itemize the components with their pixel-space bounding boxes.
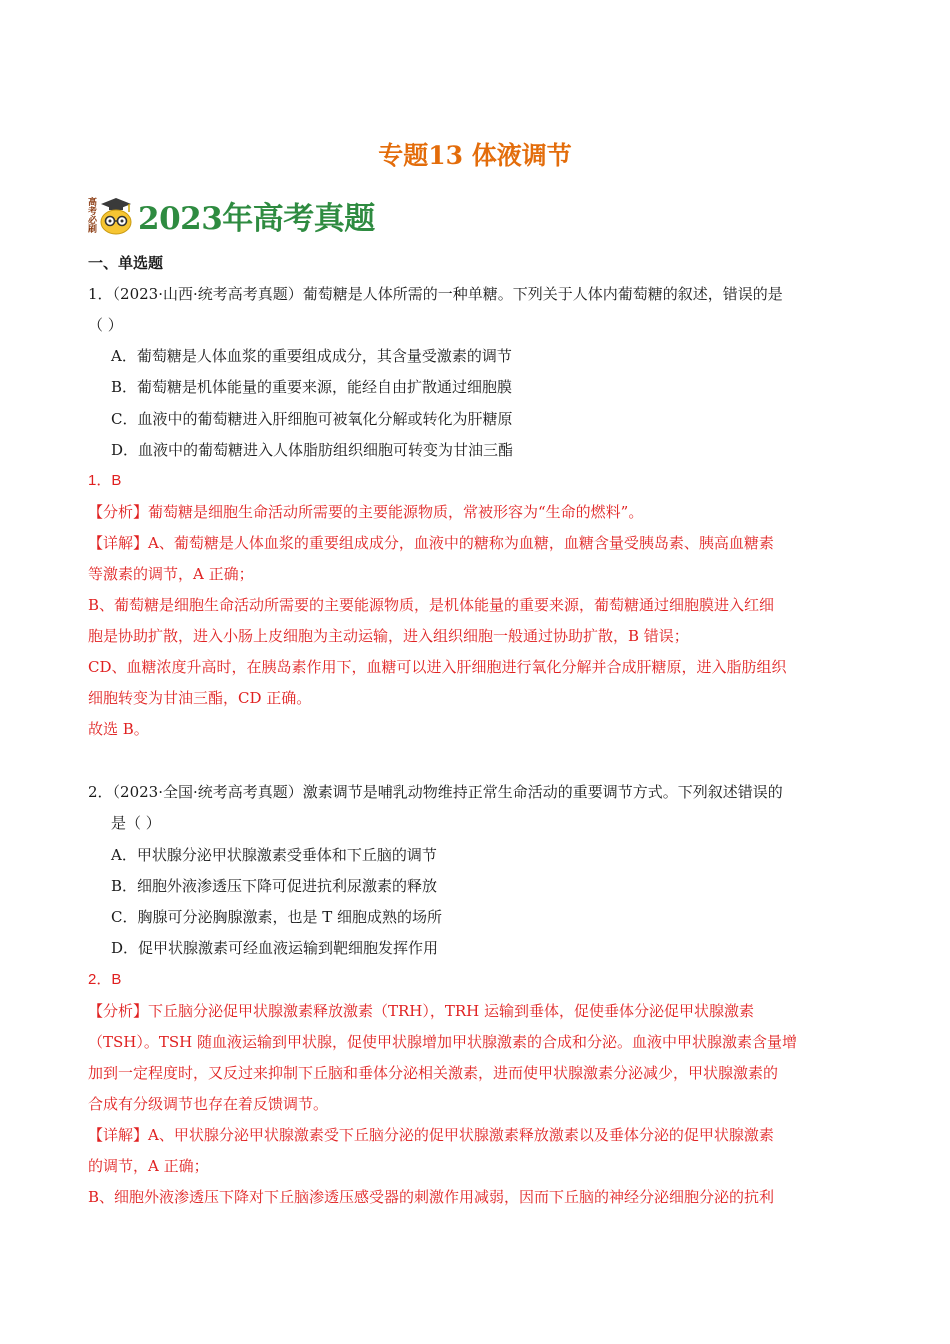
question-2-option-a: A．甲状腺分泌甲状腺激素受垂体和下丘脑的调节: [111, 846, 437, 864]
question-2-answer: 2．B: [88, 971, 122, 988]
section-heading: 一、单选题: [88, 254, 164, 272]
question-2-analysis: 合成有分级调节也存在着反馈调节。: [88, 1095, 329, 1113]
question-2-option-c: C．胸腺可分泌胸腺激素，也是 T 细胞成熟的场所: [111, 908, 443, 926]
question-2-detail: B、细胞外液渗透压下降对下丘脑渗透压感受器的刺激作用减弱，因而下丘脑的神经分泌细胞分泌的抗利: [88, 1188, 775, 1206]
question-2-stem: 2．（2023·全国·统考高考真题）激素调节是哺乳动物维持正常生命活动的重要调节方式。下列叙述错误的: [88, 783, 783, 801]
question-1-stem: 1．（2023·山西·统考高考真题）葡萄糖是人体所需的一种单糖。下列关于人体内葡萄糖的叙述，错误的是: [88, 285, 783, 303]
question-1-detail: 胞是协助扩散，进入小肠上皮细胞为主动运输，进入组织细胞一般通过协助扩散，B 错误；: [88, 627, 689, 645]
document-title: 专题13 体液调节: [378, 141, 572, 170]
question-1-detail: CD、血糖浓度升高时，在胰岛素作用下，血糖可以进入肝细胞进行氧化分解并合成肝糖原，进入脂肪组织: [88, 658, 787, 676]
question-2-analysis: 加到一定程度时，又反过来抑制下丘脑和垂体分泌相关激素，进而使甲状腺激素分泌减少，甲状腺激素的: [88, 1064, 779, 1082]
question-2-detail: 的调节，A 正确；: [88, 1157, 209, 1175]
question-1-option-b: B．葡萄糖是机体能量的重要来源，能经自由扩散通过细胞膜: [111, 378, 513, 396]
question-2-analysis: （TSH）。TSH 随血液运输到甲状腺，促使甲状腺增加甲状腺激素的合成和分泌。血液中甲状腺激素含量增: [88, 1033, 797, 1051]
question-2-detail: 【详解】A、甲状腺分泌甲状腺激素受下丘脑分泌的促甲状腺激素释放激素以及垂体分泌的促甲状腺激素: [88, 1126, 774, 1144]
graduate-mascot-icon: [98, 195, 134, 235]
question-1-conclusion: 故选 B。: [88, 720, 149, 738]
question-1-answer: 1．B: [88, 472, 122, 489]
question-2-option-b: B．细胞外液渗透压下降可促进抗利尿激素的释放: [111, 877, 438, 895]
question-1-option-d: D．血液中的葡萄糖进入人体脂肪组织细胞可转变为甘油三酯: [111, 441, 514, 459]
banner-title: 2023年高考真题: [138, 200, 375, 237]
question-1-detail: 【详解】A、葡萄糖是人体血浆的重要组成成分，血液中的糖称为血糖，血糖含量受胰岛素、胰高血糖素: [88, 534, 774, 552]
question-1-detail: B、葡萄糖是细胞生命活动所需要的主要能源物质，是机体能量的重要来源，葡萄糖通过细胞膜进入红细: [88, 596, 775, 614]
banner-label: 高考必刷: [86, 197, 96, 233]
question-1-detail: 细胞转变为甘油三酯，CD 正确。: [88, 689, 312, 707]
section-banner: [86, 190, 375, 240]
question-1-option-c: C．血液中的葡萄糖进入肝细胞可被氧化分解或转化为肝糖原: [111, 410, 513, 428]
question-1-analysis: 【分析】葡萄糖是细胞生命活动所需要的主要能源物质，常被形容为“生命的燃料”。: [88, 503, 644, 521]
question-2-analysis: 【分析】下丘脑分泌促甲状腺激素释放激素（TRH），TRH 运输到垂体，促使垂体分泌促甲状腺激素: [88, 1002, 755, 1020]
question-1-option-a: A．葡萄糖是人体血浆的重要组成成分，其含量受激素的调节: [111, 347, 512, 365]
question-2-stem-cont: 是（ ）: [111, 814, 161, 832]
question-2-option-d: D．促甲状腺激素可经血液运输到靶细胞发挥作用: [111, 939, 439, 957]
question-1-stem-cont: （ ）: [88, 316, 123, 334]
question-1-detail: 等激素的调节，A 正确；: [88, 565, 254, 583]
